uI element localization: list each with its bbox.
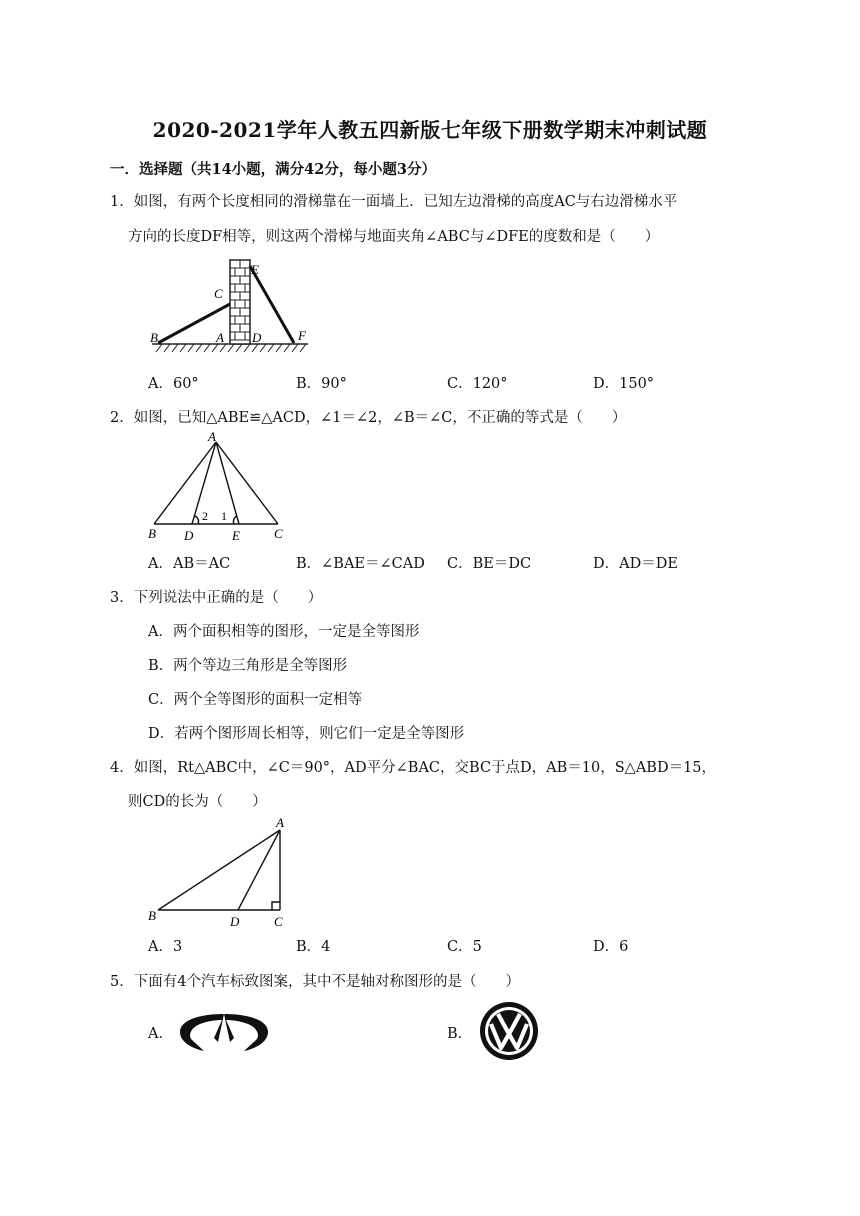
label-D: D [184,528,194,543]
q1-option-a[interactable]: A．60° [148,376,199,392]
q4-option-b[interactable]: B．4 [296,939,331,955]
q1-option-c[interactable]: C．120° [447,376,508,392]
q2-option-c[interactable]: C．BE＝DC [447,556,532,572]
q1-option-d[interactable]: D．150° [593,376,655,392]
q2-text-line1: 2．如图，已知△ABE≌△ACD，∠1＝∠2，∠B＝∠C，不正确的等式是（ ） [110,410,627,426]
q1-ladder-figure [148,256,318,358]
q4-option-c[interactable]: C．5 [447,939,482,955]
label-B: B [148,526,156,541]
q4-option-d[interactable]: D．6 [593,939,629,955]
label-E: E [251,262,259,277]
q2-triangle-figure [146,430,292,544]
ground-hatch [152,344,308,352]
q3-option-d[interactable]: D．若两个图形周长相等，则它们一定是全等图形 [148,726,465,742]
label-F: F [298,328,306,343]
label-C: C [214,286,223,301]
q4-right-triangle-figure [146,814,296,928]
volkswagen-logo [474,1000,544,1062]
q4-text-line1: 4．如图，Rt△ABC中，∠C＝90°，AD平分∠BAC，交BC于点D，AB＝10，S△ABD＝15， [110,760,717,776]
angle-label-1: 1 [221,509,227,523]
q2-option-b[interactable]: B．∠BAE＝∠CAD [296,556,425,572]
q3-option-b[interactable]: B．两个等边三角形是全等图形 [148,658,348,674]
q5-option-b[interactable]: B． [447,1026,473,1042]
label-A: A [276,815,284,830]
q3-option-c[interactable]: C．两个全等图形的面积一定相等 [148,692,363,708]
label-C: C [274,526,283,541]
q2-option-a[interactable]: A．AB＝AC [148,556,231,572]
q4-option-a[interactable]: A．3 [148,939,183,955]
q1-option-b[interactable]: B．90° [296,376,347,392]
q3-text-line1: 3．下列说法中正确的是（ ） [110,590,323,606]
q5-text-line1: 5．下面有4个汽车标致图案，其中不是轴对称图形的是（ ） [110,974,520,990]
label-A: A [208,430,216,444]
q5-option-a[interactable]: A． [148,1026,173,1042]
label-A: A [216,330,224,345]
page-title: 2020-2021学年人教五四新版七年级下册数学期末冲刺试题 [152,118,708,142]
label-E: E [232,528,240,543]
q4-text-line2: 则CD的长为（ ） [128,794,267,810]
q1-text-line1: 1．如图，有两个长度相同的滑梯靠在一面墙上．已知左边滑梯的高度AC与右边滑梯水平 [110,194,678,210]
infiniti-logo [176,1008,272,1054]
section-heading: 一．选择题（共14小题，满分42分，每小题3分） [110,161,436,178]
q2-option-d[interactable]: D．AD＝DE [593,556,678,572]
brick-wall [230,260,250,344]
label-B: B [148,908,156,923]
label-D: D [252,330,262,345]
label-B: B [150,330,158,345]
angle-label-2: 2 [202,509,208,523]
q3-option-a[interactable]: A．两个面积相等的图形，一定是全等图形 [148,624,420,640]
label-D: D [230,914,240,928]
q1-text-line2: 方向的长度DF相等，则这两个滑梯与地面夹角∠ABC与∠DFE的度数和是（ ） [128,229,660,245]
label-C: C [274,914,283,928]
